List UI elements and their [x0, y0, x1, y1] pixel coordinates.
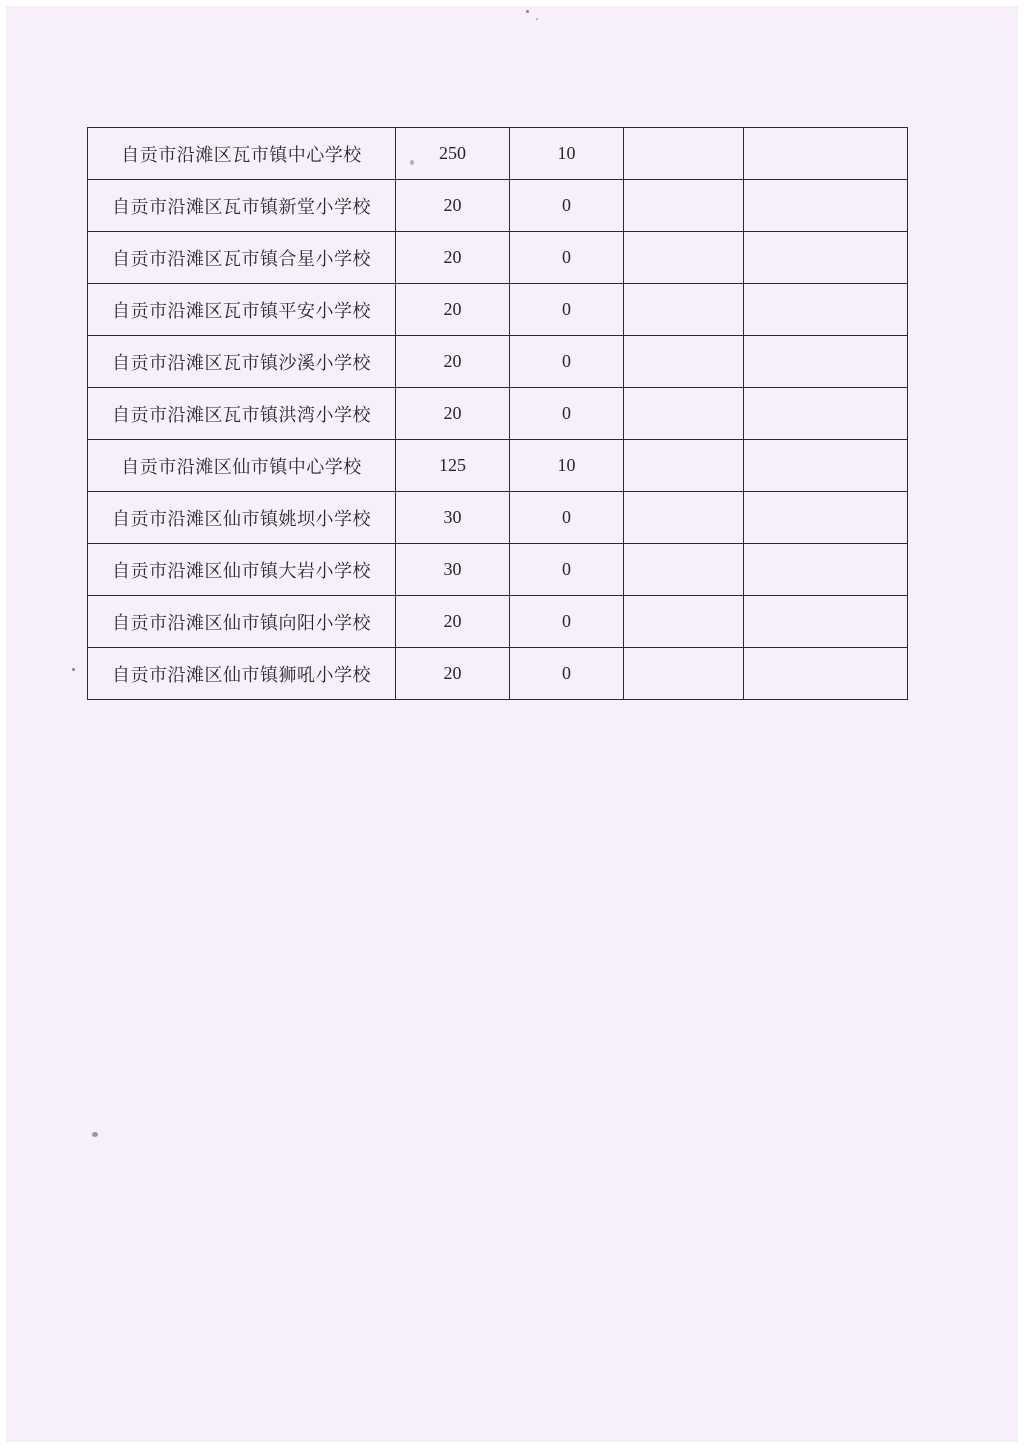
empty-cell-col5	[744, 596, 908, 648]
value-cell-col3: 0	[510, 648, 624, 700]
value-cell-col3: 0	[510, 596, 624, 648]
school-name-cell: 自贡市沿滩区仙市镇狮吼小学校	[88, 648, 396, 700]
value-cell-col3: 0	[510, 544, 624, 596]
empty-cell-col4	[624, 544, 744, 596]
school-name-cell: 自贡市沿滩区瓦市镇中心学校	[88, 128, 396, 180]
value-cell-col2: 125	[396, 440, 510, 492]
table-row	[88, 544, 908, 596]
value-cell-col3: 0	[510, 284, 624, 336]
value-cell-col2: 20	[396, 648, 510, 700]
empty-cell-col5	[744, 492, 908, 544]
school-quota-table	[87, 127, 908, 700]
empty-cell-col4	[624, 232, 744, 284]
empty-cell-col4	[624, 648, 744, 700]
empty-cell-col5	[744, 180, 908, 232]
value-cell-col3: 10	[510, 128, 624, 180]
value-cell-col2: 20	[396, 596, 510, 648]
table-row	[88, 180, 908, 232]
empty-cell-col5	[744, 284, 908, 336]
school-name-cell: 自贡市沿滩区瓦市镇平安小学校	[88, 284, 396, 336]
paper-speck	[526, 10, 529, 13]
table-row	[88, 128, 908, 180]
empty-cell-col4	[624, 388, 744, 440]
document-page	[6, 6, 1018, 1442]
school-name-cell: 自贡市沿滩区仙市镇大岩小学校	[88, 544, 396, 596]
value-cell-col3: 10	[510, 440, 624, 492]
school-name-cell: 自贡市沿滩区瓦市镇合星小学校	[88, 232, 396, 284]
value-cell-col2: 20	[396, 232, 510, 284]
value-cell-col2: 20	[396, 336, 510, 388]
empty-cell-col4	[624, 128, 744, 180]
value-cell-col2: 20	[396, 388, 510, 440]
value-cell-col3: 0	[510, 180, 624, 232]
school-name-cell: 自贡市沿滩区仙市镇姚坝小学校	[88, 492, 396, 544]
table-row	[88, 596, 908, 648]
empty-cell-col4	[624, 596, 744, 648]
empty-cell-col4	[624, 440, 744, 492]
value-cell-col3: 0	[510, 336, 624, 388]
paper-speck	[536, 18, 538, 20]
value-cell-col3: 0	[510, 232, 624, 284]
empty-cell-col4	[624, 492, 744, 544]
empty-cell-col5	[744, 336, 908, 388]
table-row	[88, 232, 908, 284]
table-body	[88, 128, 908, 700]
value-cell-col2: 30	[396, 492, 510, 544]
value-cell-col3: 0	[510, 388, 624, 440]
table-row	[88, 284, 908, 336]
value-cell-col2: 250	[396, 128, 510, 180]
value-cell-col2: 20	[396, 284, 510, 336]
table-row	[88, 440, 908, 492]
table-row	[88, 492, 908, 544]
empty-cell-col5	[744, 128, 908, 180]
empty-cell-col4	[624, 284, 744, 336]
empty-cell-col5	[744, 648, 908, 700]
empty-cell-col5	[744, 440, 908, 492]
paper-speck	[72, 668, 75, 671]
empty-cell-col5	[744, 232, 908, 284]
empty-cell-col4	[624, 336, 744, 388]
value-cell-col2: 20	[396, 180, 510, 232]
school-name-cell: 自贡市沿滩区瓦市镇洪湾小学校	[88, 388, 396, 440]
value-cell-col2: 30	[396, 544, 510, 596]
school-name-cell: 自贡市沿滩区仙市镇中心学校	[88, 440, 396, 492]
value-cell-col3: 0	[510, 492, 624, 544]
empty-cell-col4	[624, 180, 744, 232]
empty-cell-col5	[744, 388, 908, 440]
table-row	[88, 648, 908, 700]
paper-speck	[92, 1132, 98, 1137]
table-row	[88, 388, 908, 440]
school-name-cell: 自贡市沿滩区瓦市镇沙溪小学校	[88, 336, 396, 388]
table-row	[88, 336, 908, 388]
school-name-cell: 自贡市沿滩区瓦市镇新堂小学校	[88, 180, 396, 232]
empty-cell-col5	[744, 544, 908, 596]
school-name-cell: 自贡市沿滩区仙市镇向阳小学校	[88, 596, 396, 648]
